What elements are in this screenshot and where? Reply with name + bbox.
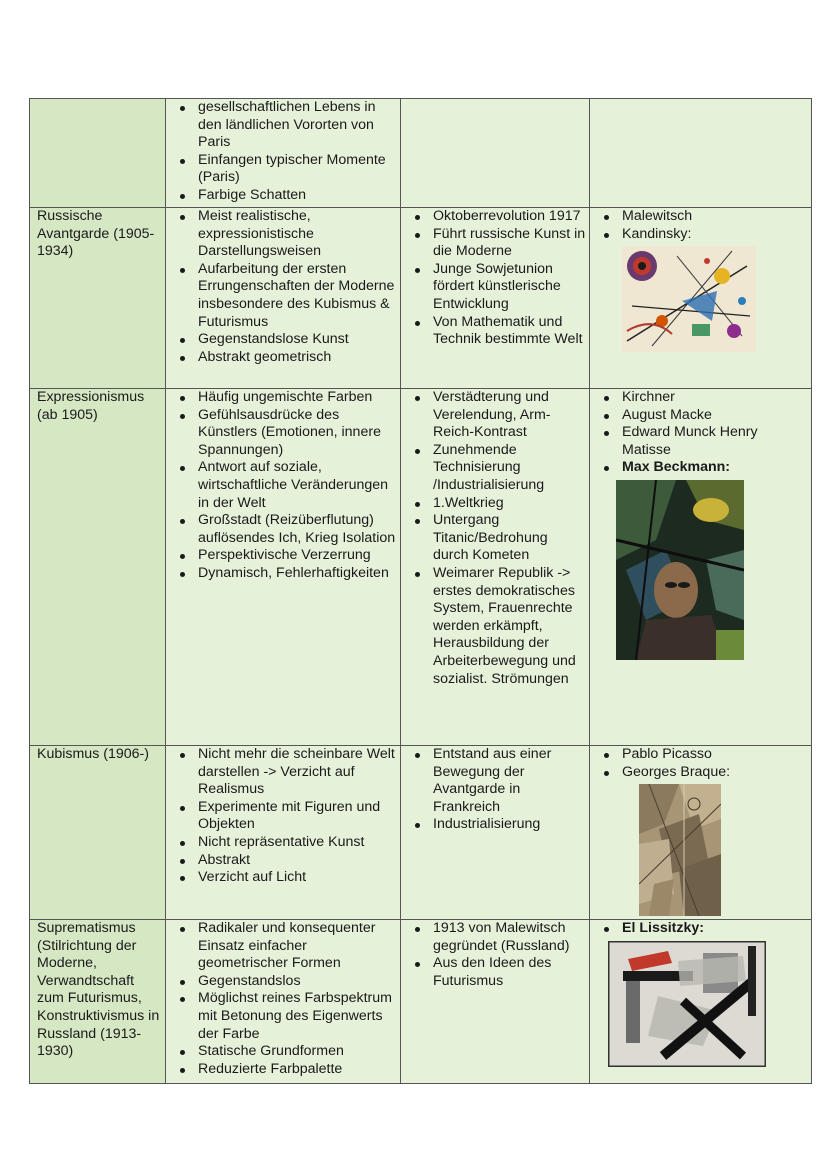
list-item: gesellschaftlichen Lebens in den ländlichen Vororten von Paris (173, 99, 397, 152)
list-item: Untergang Titanic/Bedrohung durch Kometen (408, 512, 586, 565)
movement-cell (30, 746, 166, 920)
list-item: Führt russische Kunst in die Moderne (408, 226, 586, 261)
list-item: Großstadt (Reizüberflutung) auflösendes Ich, Krieg Isolation (173, 512, 397, 547)
features-cell (166, 920, 401, 1084)
movement-cell (30, 208, 166, 389)
movement-cell (30, 99, 166, 208)
artists-cell (590, 920, 812, 1084)
list-item: Experimente mit Figuren und Objekten (173, 799, 397, 834)
list-item: Nicht mehr die scheinbare Welt darstellen -> Verzicht auf Realismus (173, 746, 397, 799)
list-item: Abstrakt (173, 852, 397, 870)
table-row (30, 208, 812, 389)
list-item: Meist realistische, expressionistische Darstellungsweisen (173, 208, 397, 261)
list-item: Statische Grundformen (173, 1043, 397, 1061)
list-item: Georges Braque: (597, 764, 808, 782)
artists-cell (590, 99, 812, 208)
list-item: Weimarer Republik -> erstes demokratisches System, Frauenrechte werden erkämpft, Herausbildung der Arbeiterbewegung und sozialist. Strömungen (408, 565, 586, 688)
list-item: Dynamisch, Fehlerhaftigkeiten (173, 565, 397, 583)
movement-name: Kubismus (1906-) (37, 746, 149, 762)
list-item: Häufig ungemischte Farben (173, 389, 397, 407)
movement-name: Expressionismus (ab 1905) (37, 389, 145, 423)
table-row (30, 389, 812, 746)
braque-painting-image (639, 784, 721, 916)
table-row (30, 99, 812, 208)
list-item: August Macke (597, 407, 808, 425)
list-item: Zunehmende Technisierung /Industrialisierung (408, 442, 586, 495)
lissitzky-painting-image (608, 941, 766, 1067)
context-cell (401, 208, 590, 389)
list-item: Nicht repräsentative Kunst (173, 834, 397, 852)
list-item: Reduzierte Farbpalette (173, 1061, 397, 1079)
context-cell (401, 746, 590, 920)
list-item: Gegenstandslos (173, 973, 397, 991)
list-item: Farbige Schatten (173, 187, 397, 205)
art-movements-table (29, 98, 812, 1084)
list-item: Abstrakt geometrisch (173, 349, 397, 367)
list-item: Perspektivische Verzerrung (173, 547, 397, 565)
beckmann-painting-image (616, 480, 744, 660)
movement-cell (30, 920, 166, 1084)
list-item: Edward Munck Henry Matisse (597, 424, 808, 459)
list-item: Von Mathematik und Technik bestimmte Welt (408, 314, 586, 349)
list-item: Möglichst reines Farbspektrum mit Betonung des Eigenwerts der Farbe (173, 990, 397, 1043)
movement-cell (30, 389, 166, 746)
list-item: Radikaler und konsequenter Einsatz einfacher geometrischer Formen (173, 920, 397, 973)
list-item: Malewitsch (597, 208, 808, 226)
movement-name: Suprematismus (Stilrichtung der Moderne, Verwandtschaft zum Futurismus, Konstruktivismus in Russland (1913-1930) (37, 920, 160, 1060)
list-item: Einfangen typischer Momente (Paris) (173, 152, 397, 187)
context-cell (401, 389, 590, 746)
list-item: Entstand aus einer Bewegung der Avantgarde in Frankreich (408, 746, 586, 816)
list-item: Verstädterung und Verelendung, Arm-Reich-Kontrast (408, 389, 586, 442)
list-item: Antwort auf soziale, wirtschaftliche Veränderungen in der Welt (173, 459, 397, 512)
list-item: Kandinsky: (597, 226, 808, 244)
list-item: Pablo Picasso (597, 746, 808, 764)
features-cell (166, 99, 401, 208)
list-item: Oktoberrevolution 1917 (408, 208, 586, 226)
list-item: Max Beckmann: (597, 459, 808, 477)
context-cell (401, 99, 590, 208)
table-row (30, 920, 812, 1084)
artists-cell (590, 208, 812, 389)
context-cell (401, 920, 590, 1084)
list-item: Verzicht auf Licht (173, 869, 397, 887)
list-item: Industrialisierung (408, 816, 586, 834)
table-row (30, 746, 812, 920)
artists-cell (590, 389, 812, 746)
movement-name: Russische Avantgarde (1905-1934) (37, 208, 155, 260)
list-item: Junge Sowjetunion fördert künstlerische Entwicklung (408, 261, 586, 314)
list-item: 1.Weltkrieg (408, 495, 586, 513)
list-item: Aufarbeitung der ersten Errungenschaften der Moderne insbesondere des Kubismus & Futurismus (173, 261, 397, 331)
list-item: Kirchner (597, 389, 808, 407)
kandinsky-painting-image (622, 246, 756, 352)
list-item: Aus den Ideen des Futurismus (408, 955, 586, 990)
list-item: Gefühlsausdrücke des Künstlers (Emotionen, innere Spannungen) (173, 407, 397, 460)
features-cell (166, 389, 401, 746)
artists-cell (590, 746, 812, 920)
features-cell (166, 746, 401, 920)
list-item: 1913 von Malewitsch gegründet (Russland) (408, 920, 586, 955)
features-cell (166, 208, 401, 389)
list-item: El Lissitzky: (597, 920, 808, 938)
list-item: Gegenstandslose Kunst (173, 331, 397, 349)
